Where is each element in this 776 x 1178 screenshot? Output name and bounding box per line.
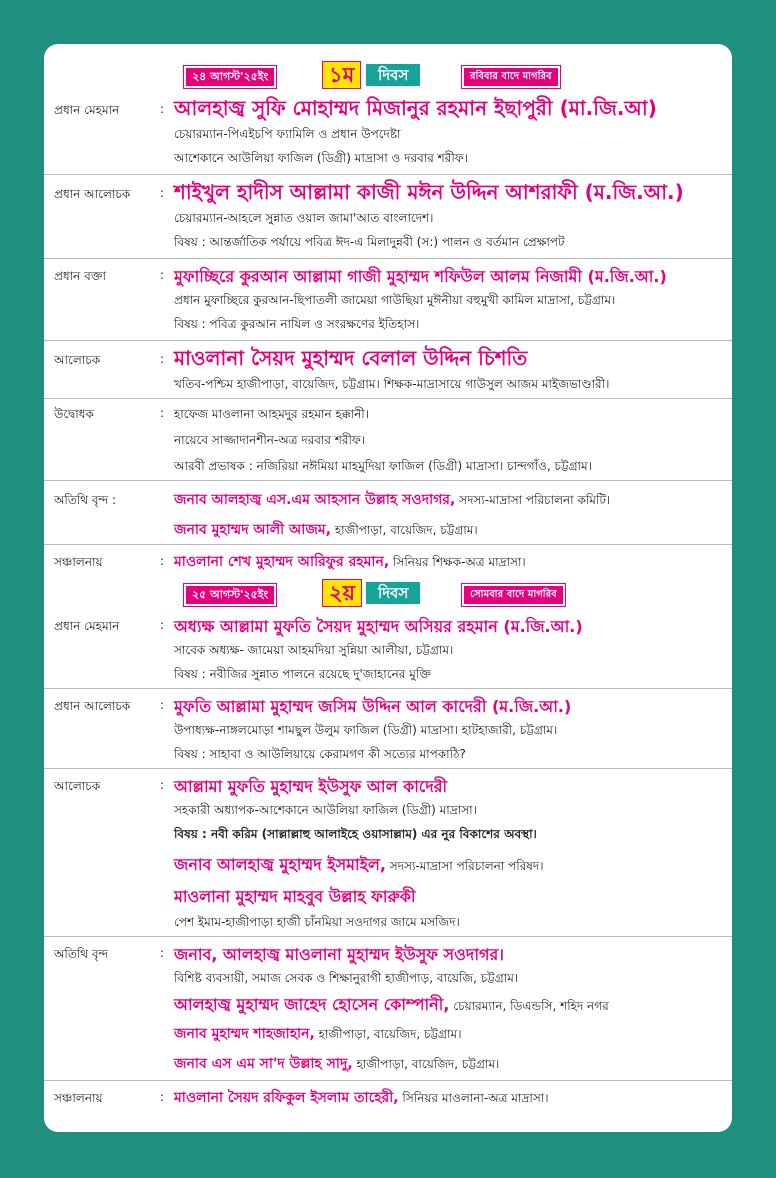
speaker-name: হাফেজ মাওলানা আহমদুর রহমান হক্কানী। xyxy=(174,407,369,421)
speaker-detail: নায়েবে সাজ্জাদানশীন-অত্র দরবার শরীফ। xyxy=(174,433,365,447)
speaker-name: মুফতি আল্লামা মুহাম্মদ জসিম উদ্দিন আল কাদেরী (ম.জি.আ.) xyxy=(174,697,572,716)
row-label: প্রধান মেহমান xyxy=(54,619,120,633)
colon: : xyxy=(160,618,165,632)
speaker-detail: চেয়ারম্যান-পিএইচপি ফ্যামিলি ও প্রধান উপদেষ্টা xyxy=(174,127,401,141)
guest-name: জনাব মুহাম্মদ আলী আজম, xyxy=(174,522,332,538)
speaker-name: আলহাজ্ব সুফি মোহাম্মদ মিজানুর রহমান ইছাপুরী (মা.জি.আ) xyxy=(174,96,657,120)
topic: বিষয় : সাহাবা ও আউলিয়ায়ে কেরামগণ কী সত্যের মাপকাঠি? xyxy=(174,747,466,761)
colon: : xyxy=(160,102,165,116)
guest-name: জনাব আলহাজ্ব এস.এম আহসান উল্লাহ সওদাগর, xyxy=(174,492,456,508)
day2-label: দিবস xyxy=(366,582,420,604)
divider xyxy=(44,340,732,341)
guest-detail: চেয়ারম্যান, ডিএন্ডসি, শহিদ নগর xyxy=(449,999,609,1013)
day1-label: দিবস xyxy=(366,64,420,86)
day1-date: ২৪ আগস্ট'২৫ইং xyxy=(184,66,276,88)
guest-detail: হাজীপাড়া, বায়েজিদ, চট্টগ্রাম। xyxy=(331,523,478,537)
colon: : xyxy=(160,946,165,960)
host-line xyxy=(174,550,526,574)
colon: : xyxy=(160,1090,165,1104)
divider xyxy=(44,174,732,175)
row-label: প্রধান মেহমান xyxy=(54,103,120,117)
colon: : xyxy=(160,778,165,792)
row-label: উদ্বোধক xyxy=(54,407,94,421)
guest-detail: হাজীপাড়া, বায়েজিদ, চট্টগ্রাম। xyxy=(352,1057,500,1071)
guest-name: জনাব এস এম সা'দ উল্লাহ সাদু, xyxy=(174,1056,353,1072)
row-label: অতিথি বৃন্দ xyxy=(54,947,109,961)
day1-banner xyxy=(44,60,732,90)
program-card xyxy=(44,44,732,1132)
divider xyxy=(44,480,732,481)
guest-name: আলহাজ্ব মুহাম্মদ জাহেদ হোসেন কোম্পানী, xyxy=(174,995,450,1014)
guest-line xyxy=(174,992,609,1019)
guest-line xyxy=(174,518,478,542)
guest-name: জনাব, আলহাজ্ব মাওলানা মুহাম্মদ ইউসুফ সওদাগর। xyxy=(174,945,504,964)
colon: : xyxy=(160,406,165,420)
divider xyxy=(44,936,732,937)
row-label: সঞ্চালনায় xyxy=(54,1091,103,1105)
row-label: প্রধান আলোচক xyxy=(54,187,131,201)
guest-name: জনাব মুহাম্মদ শাহজাহান, xyxy=(174,1026,315,1042)
divider xyxy=(44,768,732,769)
day2-date: ২৫ আগস্ট'২৫ইং xyxy=(184,584,276,606)
host-name: মাওলানা সৈয়দ রফিকুল ইসলাম তাহেরী, xyxy=(174,1090,399,1106)
row-label: আলোচক xyxy=(54,779,101,793)
divider xyxy=(44,258,732,259)
row-label: আলোচক xyxy=(54,353,101,367)
guest-detail: সদস্য-মাদ্রাসা পরিচালনা পরিষদ। xyxy=(385,859,544,873)
row-label: সঞ্চালনায় xyxy=(54,555,103,569)
guest-detail: হাজীপাড়া, বায়েজিদ, চট্টগ্রাম। xyxy=(314,1027,462,1041)
guest-name: জনাব আলহাজ্ব মুহাম্মদ ইসমাইল, xyxy=(174,855,386,874)
speaker-name: মাওলানা সৈয়দ মুহাম্মদ বেলাল উদ্দিন চিশতি xyxy=(174,346,528,370)
speaker-detail: পেশ ইমাম-হাজীপাড়া হাজী চাঁনমিয়া সওদাগর জামে মসজিদ। xyxy=(174,915,460,929)
speaker-detail: প্রধান মুফাচ্ছিরে কুরআন-ছিপাতলী জামেয়া গাউছিয়া মুঈনীয়া বহুমুখী কামিল মাদ্রাসা, চট্টগ্রাম। xyxy=(174,293,616,307)
speaker-name: আল্লামা মুফতি মুহাম্মদ ইউসুফ আল কাদেরী xyxy=(174,777,448,796)
divider xyxy=(44,398,732,399)
host-detail: সিনিয়র শিক্ষক-অত্র মাদ্রাসা। xyxy=(389,555,526,569)
row-label: প্রধান আলোচক xyxy=(54,699,131,713)
host-name: মাওলানা শেখ মুহাম্মদ আরিফুর রহমান, xyxy=(174,554,390,570)
speaker-detail: উপাধ্যক্ষ-নাঙ্গলমোড়া শামছুল উলুম ফাজিল (ডিগ্রী) মাদ্রাসা। হাটহাজারী, চট্টগ্রাম। xyxy=(174,723,558,737)
speaker-name: মাওলানা মুহাম্মদ মাহবুব উল্লাহ ফারুকী xyxy=(174,887,416,906)
topic: বিষয় : আন্তর্জাতিক পর্যায়ে পবিত্র ঈদ-এ মিলাদুন্নবী (স:) পালন ও বর্তমান প্রেক্ষাপট xyxy=(174,235,565,249)
guest-line xyxy=(174,852,544,879)
colon: : xyxy=(160,698,165,712)
speaker-detail: আশেকানে আউলিয়া ফাজিল (ডিগ্রী) মাদ্রাসা ও দরবার শরীফ। xyxy=(174,151,468,165)
guest-line xyxy=(174,1052,499,1076)
divider xyxy=(44,688,732,689)
host-detail: সিনিয়র মাওলানা-অত্র মাদ্রাসা। xyxy=(398,1091,549,1105)
guest-detail: সদস্য-মাদ্রাসা পরিচালনা কমিটি। xyxy=(455,493,611,507)
colon: : xyxy=(160,554,165,568)
topic: বিষয় : নবী করিম (সাল্লাল্লাহু আলাইহে ওয়াসাল্লাম) এর নুর বিকাশের অবস্থা। xyxy=(174,827,537,841)
speaker-detail: খতিব-পশ্চিম হাজীপাড়া, বায়েজিদ, চট্টগ্রাম। শিক্ষক-মাদ্রাসায়ে গাউসুল আজম মাইজভাণ্ডারী। xyxy=(174,377,610,391)
day1-number: ১ম xyxy=(322,61,361,89)
host-line xyxy=(174,1086,549,1110)
speaker-detail: সাবেক অধ্যক্ষ- জামেয়া আহমদিয়া সুন্নিয়া আলীয়া, চট্টগ্রাম। xyxy=(174,643,454,657)
topic: বিষয় : নবীজির সুন্নাত পালনে রয়েছে দু'জাহানের মুক্তি xyxy=(174,667,431,681)
day2-time: সোমবার বাদে মাগরিব xyxy=(462,584,565,606)
speaker-detail: আরবী প্রভাষক : নজিরিয়া নঈমিয়া মাহমুদিয়া ফাজিল (ডিগ্রী) মাদ্রাসা। চান্দগাঁও, চট্টগ্রাম। xyxy=(174,459,592,473)
speaker-name: শাইখুল হাদীস আল্লামা কাজী মঈন উদ্দিন আশরাফী (ম.জি.আ.) xyxy=(174,180,684,204)
colon: : xyxy=(160,186,165,200)
divider xyxy=(44,544,732,545)
speaker-name: অধ্যক্ষ আল্লামা মুফতি সৈয়দ মুহাম্মদ অসিয়র রহমান (ম.জি.আ.) xyxy=(174,617,583,636)
row-label: অতিথি বৃন্দ : xyxy=(54,493,117,507)
speaker-detail: সহকারী অধ্যাপক-আশেকানে আউলিয়া ফাজিল (ডিগ্রী) মাদ্রাসা। xyxy=(174,803,477,817)
guest-detail: বিশিষ্ট ব্যবসায়ী, সমাজ সেবক ও শিক্ষানুরাগী হাজীপাড়, বায়েজি, চট্টগ্রাম। xyxy=(174,971,519,985)
day2-number: ২য় xyxy=(322,579,362,607)
speaker-detail: চেয়ারম্যান-আহলে সুন্নাত ওয়াল জামা'আত বাংলাদেশ। xyxy=(174,211,434,225)
colon: : xyxy=(160,352,165,366)
divider xyxy=(44,1080,732,1081)
guest-line xyxy=(174,488,610,512)
row-label: প্রধান বক্তা xyxy=(54,269,106,283)
topic: বিষয় : পবিত্র কুরআন নাযিল ও সংরক্ষণের ইতিহাস। xyxy=(174,317,420,331)
day1-time: রবিবার বাদে মাগরিব xyxy=(462,66,560,88)
speaker-name: মুফাচ্ছিরে কুরআন আল্লামা গাজী মুহাম্মদ শফিউল আলম নিজামী (ম.জি.আ.) xyxy=(174,267,667,286)
day2-banner xyxy=(44,578,732,608)
guest-line xyxy=(174,1022,462,1046)
colon: : xyxy=(160,268,165,282)
